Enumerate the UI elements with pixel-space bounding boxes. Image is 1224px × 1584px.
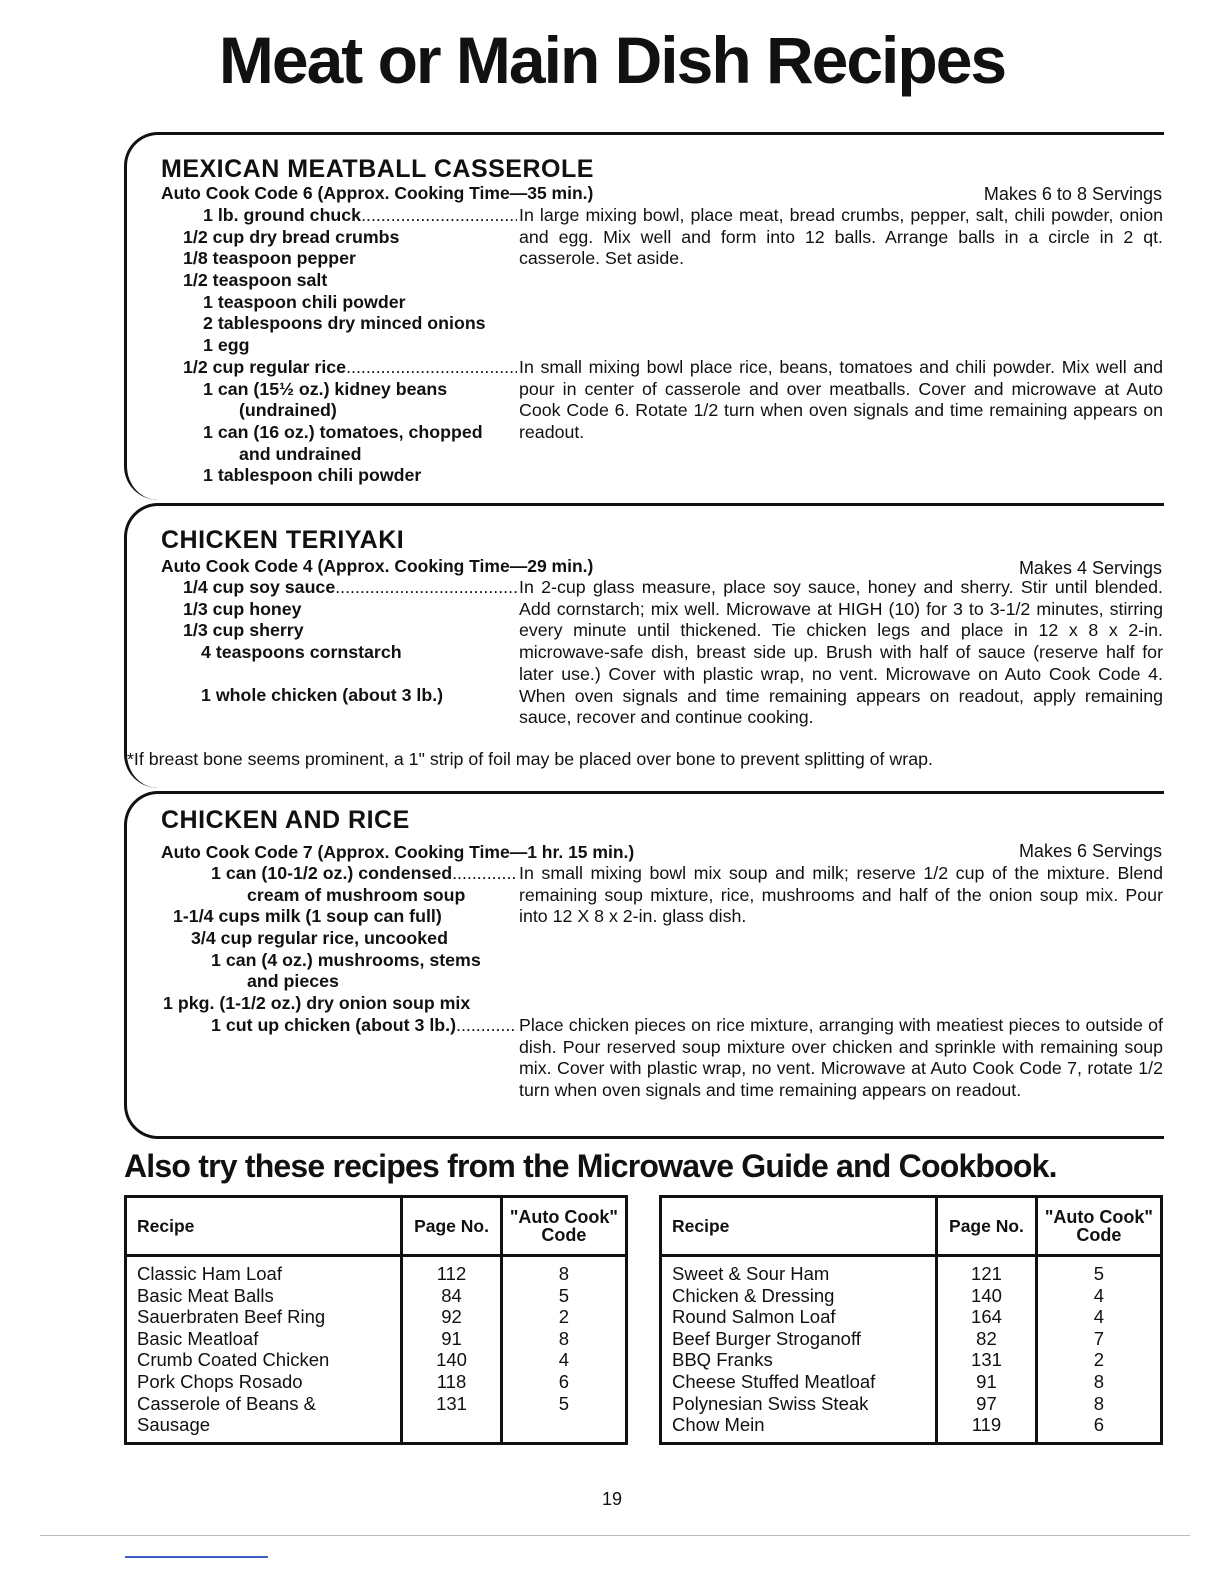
ingredient-list [167,577,517,707]
ingredient-line: cream of mushroom soup [247,884,466,905]
cell-recipe: Polynesian Swiss Steak [661,1393,937,1415]
cell-recipe: Chow Mein [661,1414,937,1443]
also-try-heading: Also try these recipes from the Microwave Guide and Cookbook. [124,1148,1057,1184]
ingredient-line: 1 tablespoon chili powder [203,465,422,486]
table-row [126,1328,627,1350]
cell-recipe: Round Salmon Loaf [661,1306,937,1328]
cell-recipe: Classic Ham Loaf [126,1256,402,1285]
cell-page-number: 112 [402,1256,501,1285]
recipe-table-left [124,1195,628,1445]
scan-divider [40,1535,1190,1536]
cell-auto-cook-code: 6 [501,1371,626,1393]
cell-page-number: 121 [937,1256,1036,1285]
cell-auto-cook-code: 8 [1036,1371,1161,1393]
cell-recipe: Sweet & Sour Ham [661,1256,937,1285]
cell-page-number: 119 [937,1414,1036,1443]
table-row [126,1393,627,1415]
cell-auto-cook-code: 4 [1036,1306,1161,1328]
ingredient-line: 1 lb. ground chuck ..... [167,205,517,227]
scan-mark [125,1556,268,1558]
table-row [661,1256,1162,1285]
table-row [661,1349,1162,1371]
directions-paragraph: In small mixing bowl place rice, beans, tomatoes and chili powder. Mix well and pour in center of casserole and over meatballs. Cover and microwave at Auto Cook Code 6. Rotate 1/2 turn when oven signals and time remaining appears on readout. [519,357,1163,443]
ingredient-line: 1/2 cup dry bread crumbs [183,226,400,247]
table-row [661,1371,1162,1393]
servings-label: Makes 4 Servings [1018,558,1162,578]
cell-page-number: 84 [402,1285,501,1307]
cell-page-number: 82 [937,1328,1036,1350]
cell-recipe: Pork Chops Rosado [126,1371,402,1393]
column-header-page: Page No. [402,1197,501,1256]
auto-cook-code-line: Auto Cook Code 7 (Approx. Cooking Time—1 hr. 15 min.) [161,842,635,862]
cell-page-number: 91 [937,1371,1036,1393]
directions-paragraph: Place chicken pieces on rice mixture, arranging with meatiest pieces to outside of dish. Pour reserved soup mixture over chicken and sprinkle with remaining soup mix. Cover with plastic wrap, no vent. Microwave at Auto Cook Code 7, rotate 1/2 turn when oven signals and time remaining appears on readout. [519,1015,1163,1101]
cell-recipe: Cheese Stuffed Meatloaf [661,1371,937,1393]
recipe-section-chicken-teriyaki [124,503,1164,788]
column-header-recipe: Recipe [661,1197,937,1256]
cell-auto-cook-code: 5 [501,1285,626,1307]
ingredient-line: 1/2 teaspoon salt [183,270,328,291]
table-row [661,1414,1162,1443]
table-row [126,1414,627,1443]
table-row [126,1285,627,1307]
ingredient-line: 1/3 cup sherry [183,620,304,641]
cell-recipe: Beef Burger Stroganoff [661,1328,937,1350]
auto-cook-code-line: Auto Cook Code 6 (Approx. Cooking Time—35 min.) [161,183,594,203]
ingredient-line: 1 pkg. (1-1/2 oz.) dry onion soup mix [163,993,471,1014]
table-row [661,1393,1162,1415]
table-row [126,1349,627,1371]
cell-auto-cook-code: 2 [1036,1349,1161,1371]
ingredient-line: 1 whole chicken (about 3 lb.) [201,685,444,706]
ingredient-line: 3/4 cup regular rice, uncooked [191,928,448,949]
cell-recipe: Basic Meatloaf [126,1328,402,1350]
cell-auto-cook-code: 8 [501,1328,626,1350]
cell-auto-cook-code: 7 [1036,1328,1161,1350]
ingredient-line: 1 teaspoon chili powder [203,291,406,312]
cell-recipe: BBQ Franks [661,1349,937,1371]
ingredient-line: and pieces [247,971,339,992]
recipe-title: CHICKEN TERIYAKI [161,526,405,554]
footnote: *If breast bone seems prominent, a 1" strip of foil may be placed over bone to prevent splitting of wrap. [127,749,933,769]
ingredient-line: 2 tablespoons dry minced onions [203,313,486,334]
cell-page-number: 91 [402,1328,501,1350]
cell-auto-cook-code: 5 [1036,1256,1161,1285]
cell-auto-cook-code: 8 [1036,1393,1161,1415]
cell-page-number: 140 [937,1285,1036,1307]
table-row [661,1285,1162,1307]
cell-auto-cook-code: 2 [501,1306,626,1328]
ingredient-line: 1 can (16 oz.) tomatoes, chopped [203,421,483,442]
column-header-recipe: Recipe [126,1197,402,1256]
recipe-title: CHICKEN AND RICE [161,806,410,834]
cell-auto-cook-code: 5 [501,1393,626,1415]
cell-page-number: 164 [937,1306,1036,1328]
cell-recipe: Crumb Coated Chicken [126,1349,402,1371]
column-header-auto-cook-code: "Auto Cook" Code [1036,1197,1161,1256]
recipe-section-chicken-and-rice [124,791,1164,1139]
servings-label: Makes 6 to 8 Servings [983,184,1162,204]
cell-page-number [402,1414,501,1443]
ingredient-line: and undrained [239,443,362,464]
cell-auto-cook-code [501,1414,626,1443]
column-header-auto-cook-code: "Auto Cook" Code [501,1197,626,1256]
directions-paragraph: In small mixing bowl mix soup and milk; reserve 1/2 cup of the mixture. Blend remaining soup mixture, rice, mushrooms and half of the onion soup mix. Pour into 12 X 8 x 2-in. glass dish. [519,863,1163,927]
table-row [126,1256,627,1285]
ingredient-list [163,863,517,1037]
table-row [661,1328,1162,1350]
cell-recipe: Sauerbraten Beef Ring [126,1306,402,1328]
cell-page-number: 131 [402,1393,501,1415]
cell-auto-cook-code: 4 [501,1349,626,1371]
cell-page-number: 118 [402,1371,501,1393]
table-row [126,1306,627,1328]
recipe-title: MEXICAN MEATBALL CASSEROLE [161,155,594,183]
cell-page-number: 131 [937,1349,1036,1371]
cell-auto-cook-code: 6 [1036,1414,1161,1443]
directions-paragraph: In large mixing bowl, place meat, bread crumbs, pepper, salt, chili powder, onion and egg. Mix well and form into 12 balls. Arrange balls in a circle in 2 qt. casserole. Set aside. [519,205,1163,269]
ingredient-line: 1 can (15½ oz.) kidney beans [203,378,448,399]
ingredient-line: 1 egg [203,335,250,356]
cell-page-number: 140 [402,1349,501,1371]
ingredient-line: 1/8 teaspoon pepper [183,248,356,269]
column-header-page: Page No. [937,1197,1036,1256]
cell-recipe: Basic Meat Balls [126,1285,402,1307]
cell-auto-cook-code: 4 [1036,1285,1161,1307]
directions-paragraph: In 2-cup glass measure, place soy sauce, honey and sherry. Stir until blended. Add cornstarch; mix well. Microwave at HIGH (10) for 3 to 3-1/2 minutes, stirring every minute until thickened. Tie chicken legs and place in 12 x 8 x 2-in. microwave-safe dish, breast side up. Brush with half of sauce (reserve half for later use.) Cover with plastic wrap, no vent. Microwave on Auto Cook Code 4. When oven signals and time remaining appears on readout, apply remaining sauce, recover and continue cooking. [519,577,1163,728]
ingredient-line: 1/2 cup regular rice ..... [167,357,517,379]
ingredient-line: 1/3 cup honey [183,598,302,619]
ingredient-line: 1 cut up chicken (about 3 lb.) ..... [167,1015,517,1037]
ingredient-list [167,205,517,487]
recipe-section-mexican-meatball-casserole [124,132,1164,500]
cell-page-number: 97 [937,1393,1036,1415]
cell-recipe: Chicken & Dressing [661,1285,937,1307]
recipe-table-right [659,1195,1163,1445]
ingredient-line: 1 can (10-1/2 oz.) condensed ..... [167,863,517,885]
cell-recipe: Casserole of Beans & [126,1393,402,1415]
servings-label: Makes 6 Servings [1018,841,1162,861]
ingredient-line: (undrained) [239,400,337,421]
auto-cook-code-line: Auto Cook Code 4 (Approx. Cooking Time—29 min.) [161,556,594,576]
ingredient-line: 1/4 cup soy sauce ..... [167,577,517,599]
cell-recipe: Sausage [126,1414,402,1443]
table-row [126,1371,627,1393]
page-number: 19 [601,1489,623,1509]
ingredient-line: 1 can (4 oz.) mushrooms, stems [211,949,481,970]
cell-auto-cook-code: 8 [501,1256,626,1285]
table-row [661,1306,1162,1328]
ingredient-line: 1-1/4 cups milk (1 soup can full) [173,906,442,927]
ingredient-line: 4 teaspoons cornstarch [201,642,402,663]
page-title: Meat or Main Dish Recipes [218,23,1006,97]
cell-page-number: 92 [402,1306,501,1328]
